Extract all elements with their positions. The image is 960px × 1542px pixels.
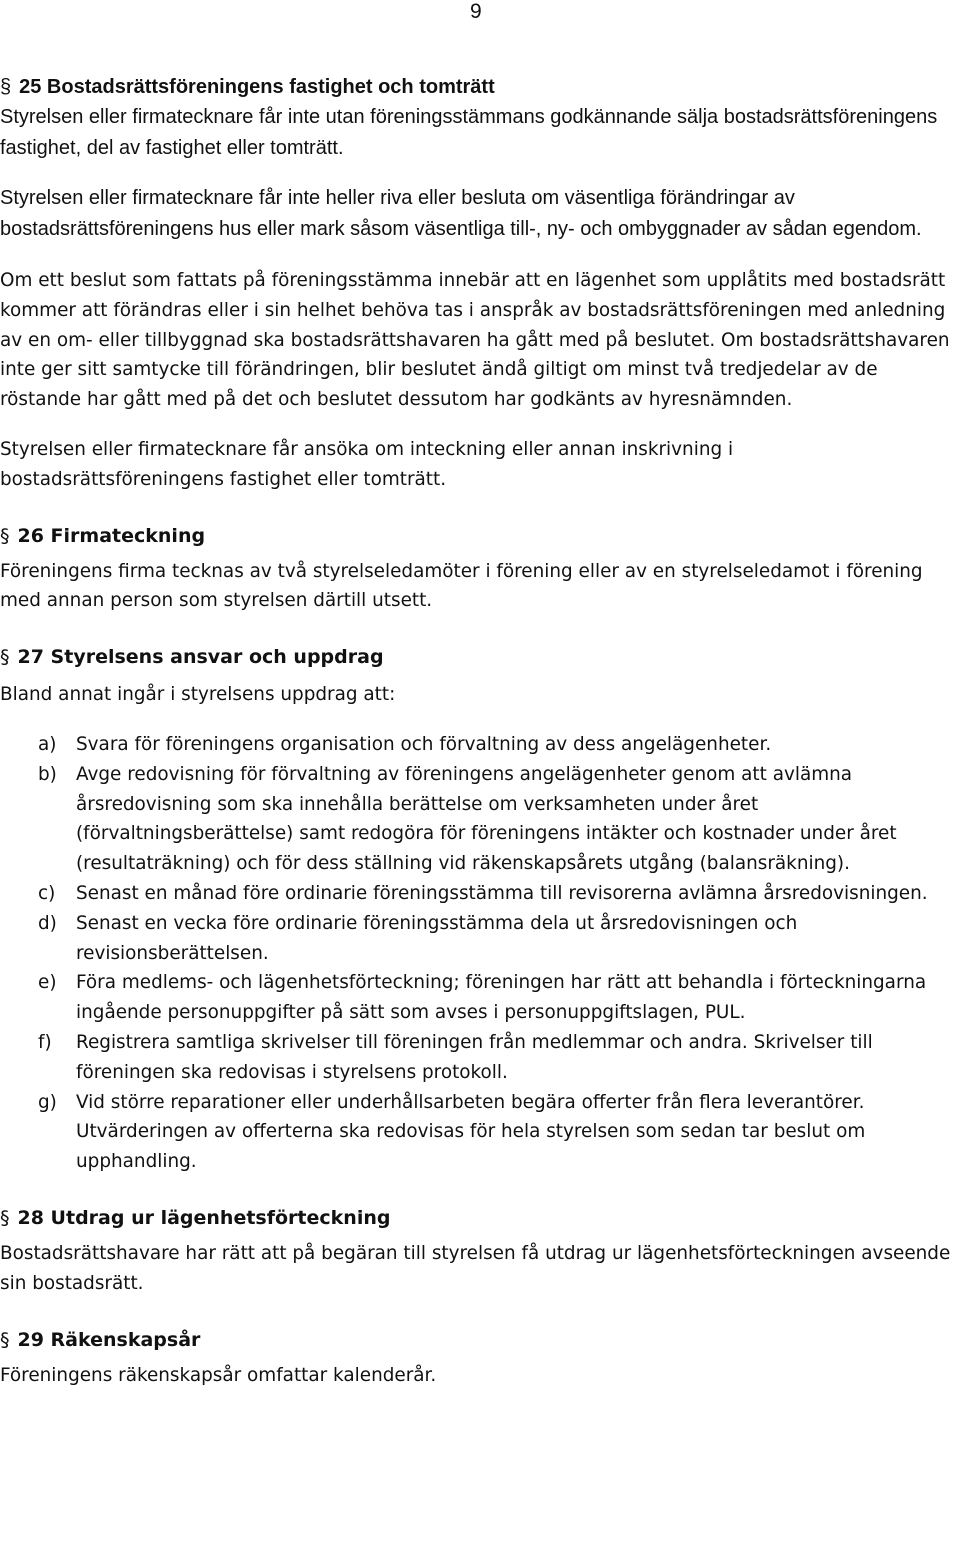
- item-text: Senast en månad före ordinarie föreningsstämma till revisorerna avlämna årsredovisningen.: [76, 882, 928, 904]
- section-title: 27 Styrelsens ansvar och uppdrag: [17, 646, 384, 669]
- section-29: [0, 1325, 960, 1391]
- item-label: g): [38, 1091, 57, 1113]
- paragraph: Styrelsen eller firmatecknare får inte heller riva eller besluta om väsentliga förändringar av bostadsrättsföreningens hus eller mark såsom väsentliga till-, ny- och ombyggnader av sådan egendom.: [0, 187, 922, 240]
- section-symbol: §: [0, 1328, 10, 1351]
- item-label: b): [38, 763, 57, 785]
- item-text: Svara för föreningens organisation och förvaltning av dess angelägenheter.: [76, 733, 772, 755]
- list-item: [0, 909, 960, 969]
- list-item: [0, 1028, 960, 1088]
- item-text: Föra medlems- och lägenhetsförteckning; föreningen har rätt att behandla i förteckningarna ingående personuppgifter på sätt som avses i personuppgiftslagen, PUL.: [76, 972, 927, 1024]
- section-heading: [0, 521, 960, 551]
- item-label: a): [38, 733, 57, 755]
- list-item: [0, 730, 960, 760]
- paragraph: Om ett beslut som fattats på föreningsstämma innebär att en lägenhet som upplåtits med bostadsrätt kommer att förändras eller i sin helhet behöva tas i anspråk av bostadsrättsföreningen med anledning av en om- eller tillbyggnad ska bostadsrättshavaren ha gått med på beslutet. Om bostadsrättshavaren inte ger sitt samtycke till förändringen, blir beslutet ändå giltigt om minst två tredjedelar av de röstande har gått med på det och beslutet dessutom har godkänts av hyresnämnden.: [0, 270, 950, 411]
- list-intro: Bland annat ingår i styrelsens uppdrag att:: [0, 684, 396, 706]
- section-26: [0, 521, 960, 617]
- section-title: 25 Bostadsrättsföreningens fastighet och tomträtt: [19, 76, 495, 98]
- section-heading: [0, 1203, 960, 1233]
- section-27: [0, 642, 960, 1177]
- item-label: f): [38, 1031, 52, 1053]
- section-symbol: §: [0, 524, 10, 547]
- list-item: [0, 879, 960, 909]
- paragraph: Styrelsen eller firmatecknare får inte utan föreningsstämmans godkännande sälja bostadsrättsföreningens fastighet, del av fastighet eller tomträtt.: [0, 106, 938, 159]
- section-symbol: §: [0, 76, 12, 98]
- section-title: 29 Räkenskapsår: [17, 1328, 201, 1351]
- item-label: d): [38, 912, 57, 934]
- section-title: 26 Firmateckning: [17, 524, 206, 547]
- section-symbol: §: [0, 646, 10, 669]
- section-heading: [0, 72, 960, 102]
- item-label: c): [38, 882, 56, 904]
- page-number: 9: [470, 0, 482, 23]
- list-item: [0, 968, 960, 1028]
- section-28: [0, 1203, 960, 1299]
- section-title: 28 Utdrag ur lägenhetsförteckning: [17, 1206, 391, 1229]
- section-25: [0, 72, 960, 495]
- section-heading: [0, 642, 960, 672]
- section-heading: [0, 1325, 960, 1355]
- paragraph: Bostadsrättshavare har rätt att på begäran till styrelsen få utdrag ur lägenhetsförteckningen avseende sin bostadsrätt.: [0, 1242, 951, 1294]
- item-text: Vid större reparationer eller underhållsarbeten begära offerter från flera leverantörer. Utvärderingen av offerterna ska redovisas för hela styrelsen som sedan tar beslut om upphandling.: [76, 1091, 866, 1173]
- item-label: e): [38, 972, 57, 994]
- paragraph: Föreningens räkenskapsår omfattar kalenderår.: [0, 1364, 437, 1386]
- item-text: Avge redovisning för förvaltning av föreningens angelägenheter genom att avlämna årsredovisning som ska innehålla berättelse om verksamheten under året (förvaltningsberättelse) samt redogöra för föreningens intäkter och kostnader under året (resultaträkning) och för dess ställning vid räkenskapsårets utgång (balansräkning).: [76, 763, 897, 875]
- list-item: [0, 760, 960, 879]
- document-body: [0, 72, 960, 1390]
- list-item: [0, 1088, 960, 1177]
- item-text: Registrera samtliga skrivelser till föreningen från medlemmar och andra. Skrivelser till föreningen ska redovisas i styrelsens protokoll.: [76, 1031, 873, 1083]
- section-symbol: §: [0, 1206, 10, 1229]
- paragraph: Föreningens firma tecknas av två styrelseledamöter i förening eller av en styrelseledamot i förening med annan person som styrelsen därtill utsett.: [0, 560, 923, 612]
- task-list: [0, 730, 960, 1177]
- item-text: Senast en vecka före ordinarie föreningsstämma dela ut årsredovisningen och revisionsberättelsen.: [76, 912, 798, 964]
- paragraph: Styrelsen eller firmatecknare får ansöka om inteckning eller annan inskrivning i bostadsrättsföreningens fastighet eller tomträtt.: [0, 438, 734, 490]
